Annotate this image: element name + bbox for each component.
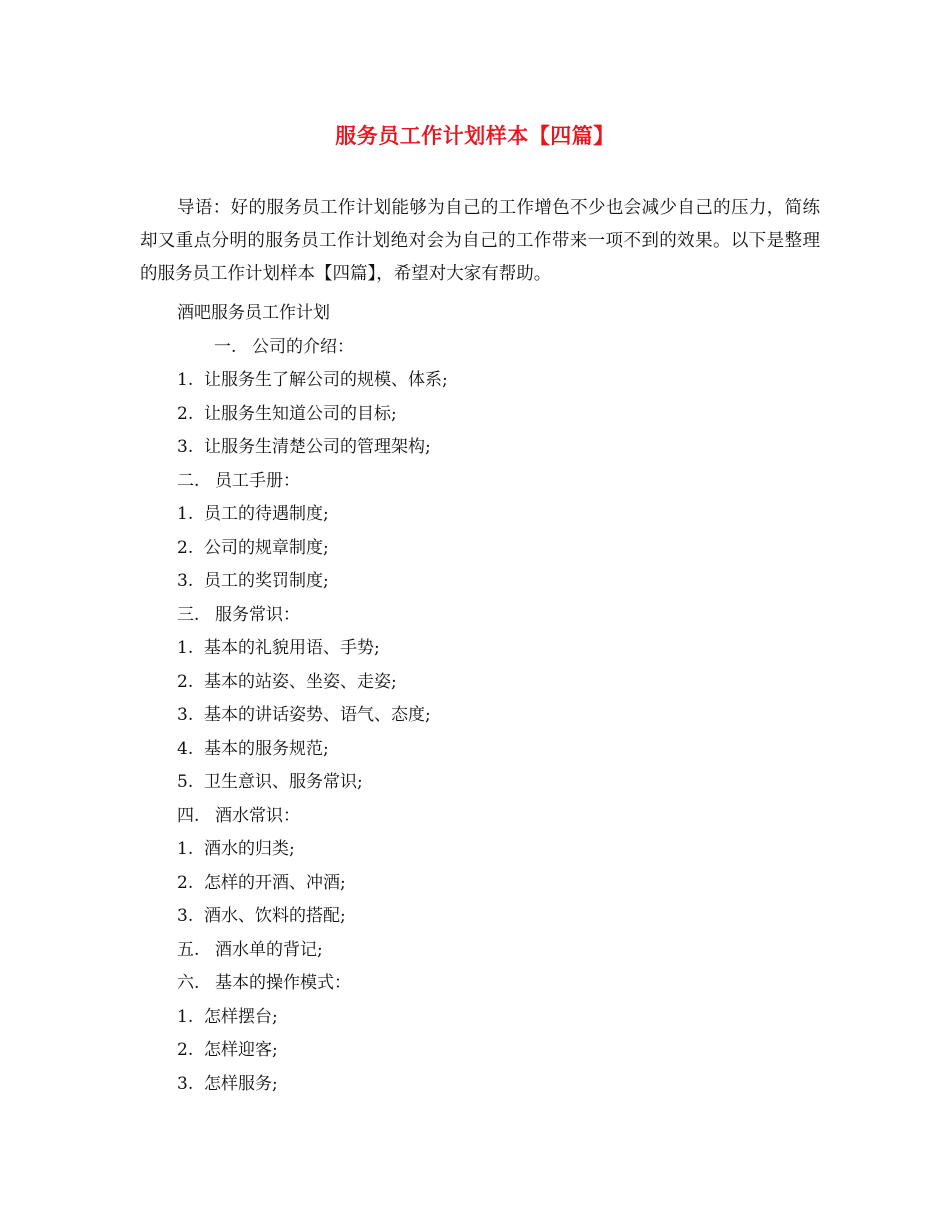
list-item	[177, 570, 329, 592]
item-text: 让服务生知道公司的目标;	[204, 404, 397, 424]
item-text: 基本的礼貌用语、手势;	[204, 638, 380, 658]
list-item	[177, 1073, 278, 1095]
item-number: 3.	[177, 1074, 194, 1094]
item-number: 1.	[177, 638, 194, 658]
document-title: 服务员工作计划样本【四篇】	[335, 123, 615, 148]
item-text: 怎样的开酒、冲酒;	[204, 873, 346, 893]
item-text: 让服务生清楚公司的管理架构;	[204, 437, 431, 457]
list-item	[177, 738, 329, 760]
list-item	[177, 771, 363, 793]
item-number: 3.	[177, 705, 194, 725]
item-number: 2.	[177, 538, 194, 558]
item-text: 酒水的归类;	[204, 839, 295, 859]
intro-paragraph: 导语：好的服务员工作计划能够为自己的工作增色不少也会减少自己的压力，简练却又重点分明的服务员工作计划绝对会为自己的工作带来一项不到的效果。以下是整理的服务员工作计划样本【四篇】，希望对大家有帮助。	[140, 198, 820, 284]
list-item	[177, 503, 329, 525]
item-text: 公司的规章制度;	[204, 538, 329, 558]
item-text: 基本的服务规范;	[204, 739, 329, 759]
section-title: 酒水常识：	[215, 806, 300, 826]
section-title: 公司的介绍：	[252, 337, 354, 357]
item-number: 1.	[177, 839, 194, 859]
plan-heading: 酒吧服务员工作计划	[177, 303, 330, 323]
item-number: 1.	[177, 370, 194, 390]
section-number: 四.	[177, 806, 200, 826]
list-item	[177, 838, 295, 860]
item-number: 5.	[177, 772, 194, 792]
item-number: 1.	[177, 504, 194, 524]
item-text: 基本的讲话姿势、语气、态度;	[204, 705, 431, 725]
list-item	[177, 872, 346, 894]
item-number: 3.	[177, 437, 194, 457]
section-heading-1	[214, 336, 354, 358]
list-item	[177, 369, 448, 391]
item-text: 怎样摆台;	[204, 1007, 278, 1027]
section-number: 一.	[214, 337, 237, 357]
section-heading-5	[177, 939, 323, 961]
section-number: 五.	[177, 940, 200, 960]
item-text: 怎样服务;	[204, 1074, 278, 1094]
item-number: 2.	[177, 873, 194, 893]
item-text: 酒水、饮料的搭配;	[204, 906, 346, 926]
section-heading-2	[177, 470, 300, 492]
list-item	[177, 403, 397, 425]
item-text: 卫生意识、服务常识;	[204, 772, 363, 792]
list-item	[177, 436, 431, 458]
item-text: 怎样迎客;	[204, 1040, 278, 1060]
list-item	[177, 905, 346, 927]
item-number: 1.	[177, 1007, 194, 1027]
item-number: 2.	[177, 672, 194, 692]
section-title: 服务常识：	[215, 605, 300, 625]
list-item	[177, 1006, 278, 1028]
item-text: 员工的待遇制度;	[204, 504, 329, 524]
item-text: 基本的站姿、坐姿、走姿;	[204, 672, 397, 692]
list-item	[177, 671, 397, 693]
section-number: 六.	[177, 973, 200, 993]
item-number: 2.	[177, 1040, 194, 1060]
list-item	[177, 1039, 278, 1061]
list-item	[177, 537, 329, 559]
section-heading-4	[177, 805, 300, 827]
section-number: 二.	[177, 471, 200, 491]
item-text: 让服务生了解公司的规模、体系;	[204, 370, 448, 390]
item-number: 3.	[177, 906, 194, 926]
item-number: 4.	[177, 739, 194, 759]
section-title: 酒水单的背记;	[215, 940, 323, 960]
section-number: 三.	[177, 605, 200, 625]
item-number: 3.	[177, 571, 194, 591]
item-text: 员工的奖罚制度;	[204, 571, 329, 591]
section-title: 基本的操作模式：	[215, 973, 351, 993]
item-number: 2.	[177, 404, 194, 424]
list-item	[177, 637, 380, 659]
section-title: 员工手册：	[215, 471, 300, 491]
list-item	[177, 704, 431, 726]
section-heading-6	[177, 972, 351, 994]
section-heading-3	[177, 604, 300, 626]
